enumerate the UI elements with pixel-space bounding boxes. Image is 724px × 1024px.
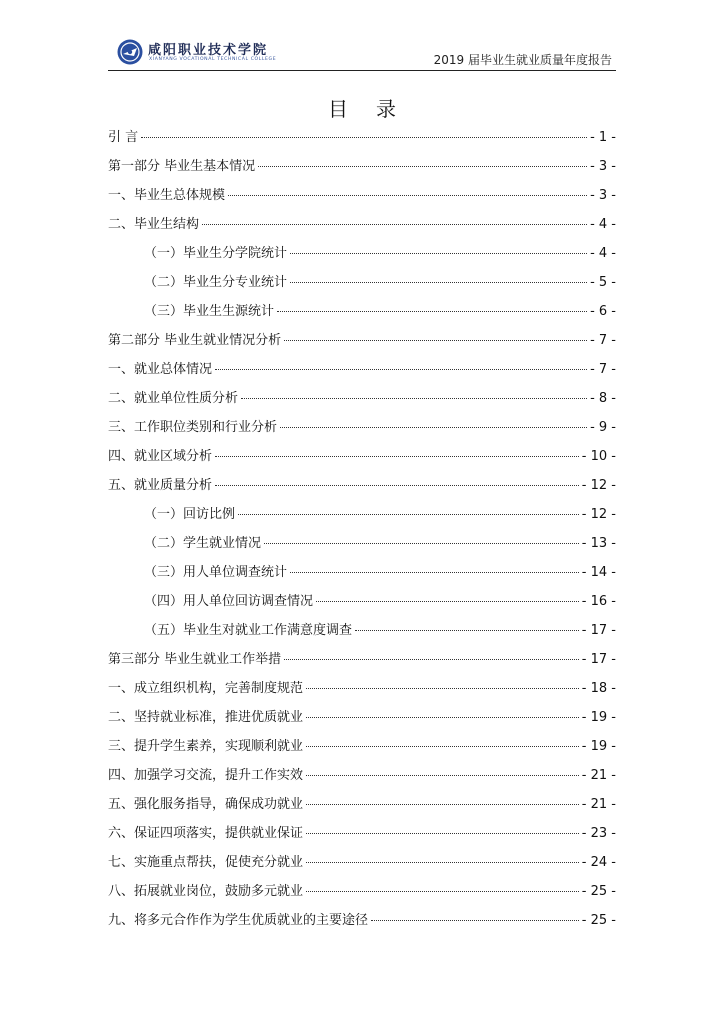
toc-entry-title: 六、保证四项落实，提供就业保证 — [108, 826, 304, 841]
toc-dot-leader — [215, 368, 587, 370]
toc-entry[interactable] — [108, 761, 616, 790]
toc-entry[interactable] — [108, 906, 616, 935]
toc-entry[interactable] — [108, 355, 616, 384]
toc-entry-page: - 1 - — [590, 130, 616, 145]
toc-entry-page: - 23 - — [581, 826, 616, 841]
toc-dot-leader — [141, 136, 587, 138]
toc-entry[interactable] — [108, 529, 616, 558]
toc-entry[interactable] — [108, 877, 616, 906]
toc-dot-leader — [290, 252, 587, 254]
toc-entry-page: - 18 - — [581, 681, 616, 696]
toc-title: 目录 — [328, 97, 424, 121]
toc-entry-page: - 3 - — [590, 188, 616, 203]
toc-entry-title: 五、强化服务指导，确保成功就业 — [108, 797, 304, 812]
college-emblem-icon — [116, 38, 144, 66]
toc-entry-page: - 7 - — [590, 333, 616, 348]
toc-entry-page: - 13 - — [581, 536, 616, 551]
toc-entry-title: （一）回访比例 — [144, 507, 236, 522]
toc-dot-leader — [202, 223, 587, 225]
toc-dot-leader — [306, 803, 579, 805]
toc-entry[interactable] — [108, 181, 616, 210]
toc-dot-leader — [264, 542, 579, 544]
college-logo — [116, 38, 286, 66]
toc-entry-title: （五）毕业生对就业工作满意度调查 — [144, 623, 353, 638]
college-name-en: XIANYANG VOCATIONAL TECHNICAL COLLEGE — [149, 57, 277, 62]
toc-dot-leader — [238, 513, 579, 515]
toc-entry-title: 第一部分 毕业生基本情况 — [108, 159, 256, 174]
toc-dot-leader — [215, 455, 579, 457]
toc-entry-title: 第三部分 毕业生就业工作举措 — [108, 652, 282, 667]
toc-dot-leader — [290, 281, 587, 283]
toc-entry-page: - 14 - — [581, 565, 616, 580]
toc-entry-page: - 5 - — [590, 275, 616, 290]
toc-dot-leader — [277, 310, 587, 312]
toc-dot-leader — [306, 687, 579, 689]
toc-entry-title: 第二部分 毕业生就业情况分析 — [108, 333, 282, 348]
toc-entry-title: 九、将多元合作作为学生优质就业的主要途径 — [108, 913, 369, 928]
toc-entry-page: - 8 - — [590, 391, 616, 406]
toc-entry[interactable] — [108, 674, 616, 703]
toc-entry-title: 三、工作职位类别和行业分析 — [108, 420, 278, 435]
toc-entry-page: - 12 - — [581, 507, 616, 522]
toc-entry-page: - 21 - — [581, 768, 616, 783]
toc-dot-leader — [306, 716, 579, 718]
toc-entry-title: （三）用人单位调查统计 — [144, 565, 288, 580]
toc-entry[interactable] — [108, 123, 616, 152]
toc-entry-title: 三、提升学生素养，实现顺利就业 — [108, 739, 304, 754]
toc-entry-page: - 19 - — [581, 739, 616, 754]
toc-entry-page: - 3 - — [590, 159, 616, 174]
toc-dot-leader — [306, 774, 579, 776]
toc-entry[interactable] — [108, 848, 616, 877]
toc-entry[interactable] — [108, 384, 616, 413]
report-title: 2019 届毕业生就业质量年度报告 — [433, 53, 612, 67]
college-name-cn: 咸阳职业技术学院 — [148, 43, 269, 58]
toc-entry[interactable] — [108, 500, 616, 529]
toc-entry[interactable] — [108, 210, 616, 239]
toc-entry-title: （四）用人单位回访调查情况 — [144, 594, 314, 609]
toc-dot-leader — [215, 484, 579, 486]
toc-dot-leader — [306, 890, 579, 892]
toc-entry-title: 引 言 — [108, 130, 139, 145]
toc-entry[interactable] — [108, 819, 616, 848]
toc-entry[interactable] — [108, 239, 616, 268]
toc-entry-title: （二）学生就业情况 — [144, 536, 262, 551]
toc-dot-leader — [258, 165, 587, 167]
toc-entry-title: 一、毕业生总体规模 — [108, 188, 226, 203]
toc-entry[interactable] — [108, 297, 616, 326]
toc-entry-title: 二、就业单位性质分析 — [108, 391, 239, 406]
toc-entry-title: 八、拓展就业岗位，鼓励多元就业 — [108, 884, 304, 899]
toc-dot-leader — [306, 832, 579, 834]
toc-entry[interactable] — [108, 558, 616, 587]
toc-dot-leader — [306, 745, 579, 747]
toc-entry-page: - 7 - — [590, 362, 616, 377]
toc-entry-title: 二、坚持就业标准，推进优质就业 — [108, 710, 304, 725]
toc-entry[interactable] — [108, 268, 616, 297]
toc-dot-leader — [290, 571, 579, 573]
toc-entry-page: - 25 - — [581, 913, 616, 928]
toc-dot-leader — [316, 600, 579, 602]
toc-entry-title: 一、就业总体情况 — [108, 362, 213, 377]
toc-entry-title: 一、成立组织机构，完善制度规范 — [108, 681, 304, 696]
toc-entry-title: 四、就业区域分析 — [108, 449, 213, 464]
toc-entry-page: - 10 - — [581, 449, 616, 464]
toc-entry-title: 四、加强学习交流，提升工作实效 — [108, 768, 304, 783]
toc-entry-title: 七、实施重点帮扶，促使充分就业 — [108, 855, 304, 870]
toc-entry-title: （三）毕业生生源统计 — [144, 304, 275, 319]
toc-entry[interactable] — [108, 442, 616, 471]
toc-entry-title: （二）毕业生分专业统计 — [144, 275, 288, 290]
toc-entry[interactable] — [108, 413, 616, 442]
toc-dot-leader — [280, 426, 587, 428]
toc-entry-page: - 17 - — [581, 623, 616, 638]
toc-entry-page: - 21 - — [581, 797, 616, 812]
toc-entry-page: - 24 - — [581, 855, 616, 870]
toc-entry-page: - 25 - — [581, 884, 616, 899]
toc-entry-page: - 4 - — [590, 246, 616, 261]
toc-entry-page: - 16 - — [581, 594, 616, 609]
toc-entry[interactable] — [108, 790, 616, 819]
table-of-contents — [108, 123, 616, 935]
toc-entry-page: - 17 - — [581, 652, 616, 667]
toc-entry-title: 二、毕业生结构 — [108, 217, 200, 232]
toc-entry-title: 五、就业质量分析 — [108, 478, 213, 493]
toc-entry[interactable] — [108, 471, 616, 500]
toc-entry[interactable] — [108, 587, 616, 616]
toc-entry-page: - 6 - — [590, 304, 616, 319]
toc-dot-leader — [371, 919, 579, 921]
page-header — [108, 36, 616, 71]
toc-dot-leader — [241, 397, 587, 399]
toc-entry-title: （一）毕业生分学院统计 — [144, 246, 288, 261]
toc-entry-page: - 19 - — [581, 710, 616, 725]
toc-entry-page: - 4 - — [590, 217, 616, 232]
toc-dot-leader — [355, 629, 579, 631]
toc-entry-page: - 9 - — [590, 420, 616, 435]
toc-entry[interactable] — [108, 703, 616, 732]
toc-dot-leader — [284, 658, 579, 660]
toc-dot-leader — [306, 861, 579, 863]
toc-entry[interactable] — [108, 616, 616, 645]
toc-entry-page: - 12 - — [581, 478, 616, 493]
toc-entry[interactable] — [108, 732, 616, 761]
toc-entry[interactable] — [108, 326, 616, 355]
toc-entry[interactable] — [108, 152, 616, 181]
toc-dot-leader — [284, 339, 587, 341]
toc-dot-leader — [228, 194, 587, 196]
toc-entry[interactable] — [108, 645, 616, 674]
